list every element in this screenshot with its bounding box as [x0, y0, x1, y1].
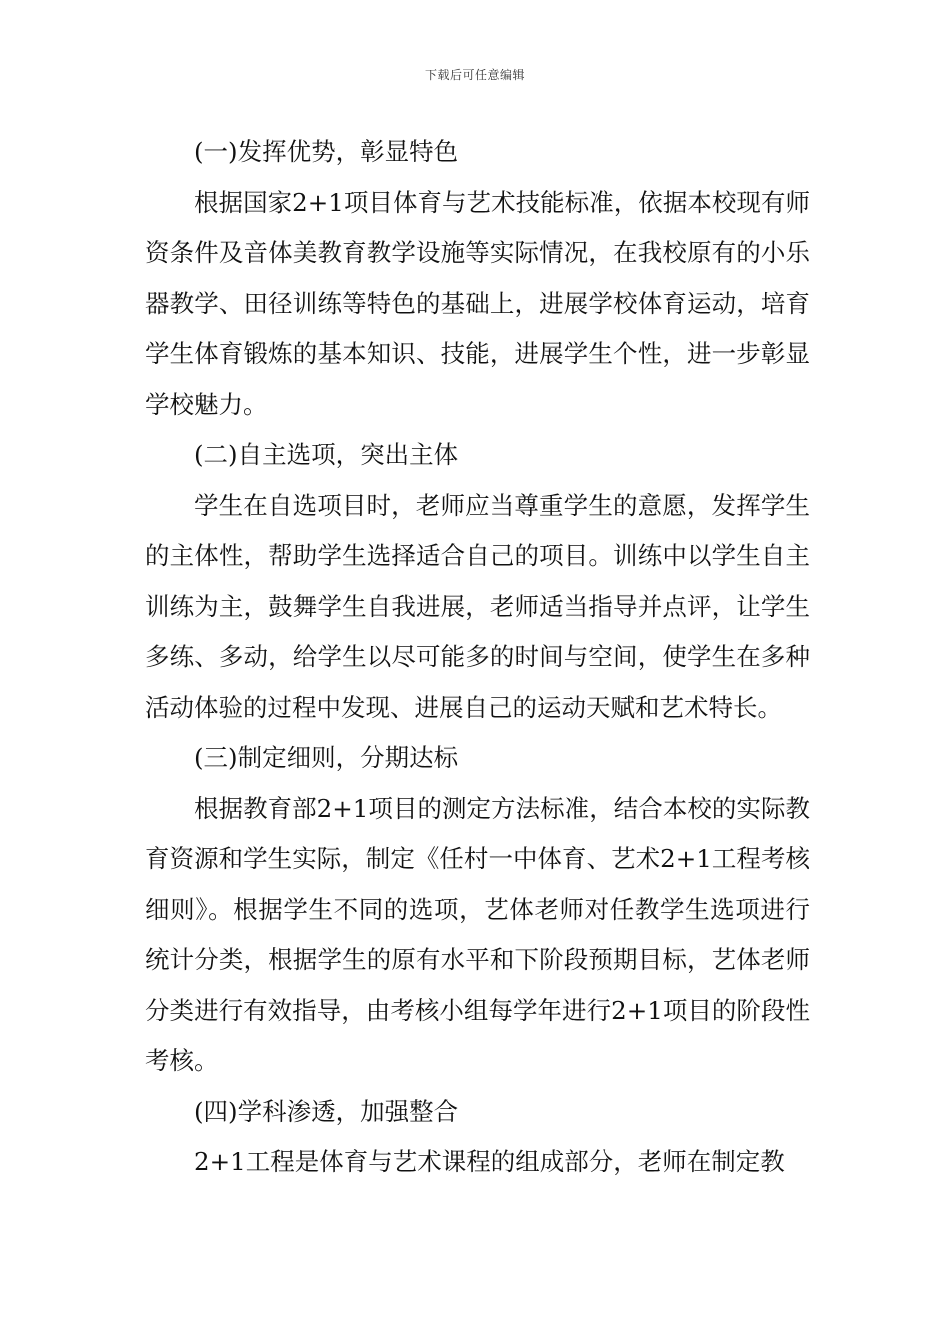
section-heading: (四)学科渗透，加强整合 [194, 1096, 459, 1126]
section-paragraph: 根据教育部2+1项目的测定方法标准，结合本校的实际教育资源和学生实际，制定《任村一中体育、艺术2+1工程考核细则》。根据学生不同的选项，艺体老师对任教学生选项进行统计分类，根据学生的原有水平和下阶段预期目标，艺体老师分类进行有效指导，由考核小组每学年进行2+1项目的阶段性考核。 [145, 793, 810, 1075]
document-body [145, 127, 810, 1188]
section-heading: (一)发挥优势，彰显特色 [194, 137, 459, 166]
section-heading: (二)自主选项，突出主体 [194, 440, 459, 469]
page-header: 下载后可任意编辑 [424, 68, 525, 82]
section-paragraph: 根据国家2+1项目体育与艺术技能标准，依据本校现有师资条件及音体美教育教学设施等实际情况，在我校原有的小乐器教学、田径训练等特色的基础上，进展学校体育运动，培育学生体育锻炼的基本知识、技能，进展学生个性，进一步彰显学校魅力。 [145, 187, 810, 419]
section-heading: (三)制定细则，分期达标 [194, 743, 459, 772]
section-paragraph: 学生在自选项目时，老师应当尊重学生的意愿，发挥学生的主体性，帮助学生选择适合自己的项目。训练中以学生自主训练为主，鼓舞学生自我进展，老师适当指导并点评，让学生多练、多动，给学生以尽可能多的时间与空间，使学生在多种活动体验的过程中发现、进展自己的运动天赋和艺术特长。 [145, 490, 810, 722]
section-paragraph: 2+1工程是体育与艺术课程的组成部分，老师在制定教 [194, 1147, 785, 1176]
